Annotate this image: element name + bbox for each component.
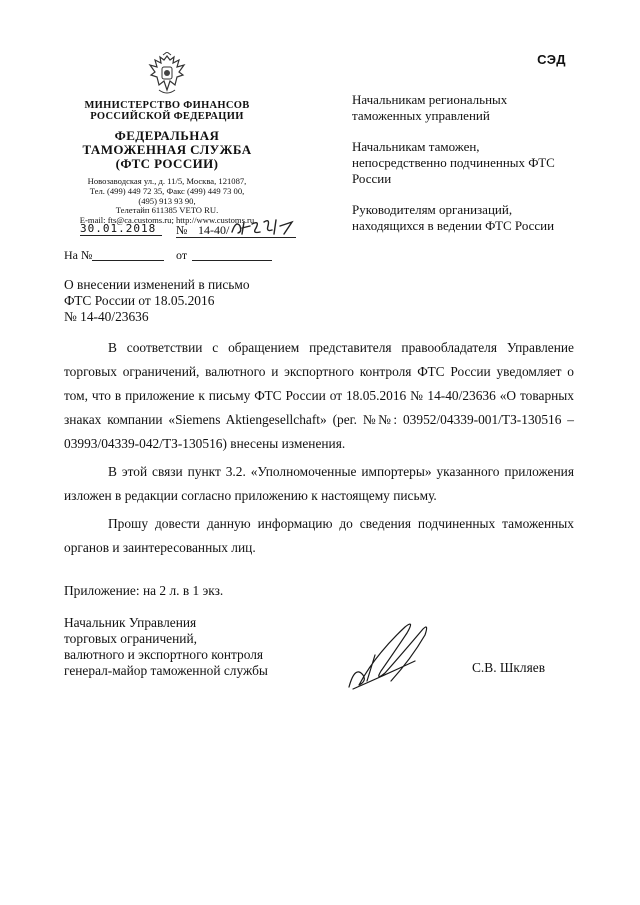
body-paragraph-2: В этой связи пункт 3.2. «Уполномоченные импортеры» указанного приложения изложен в редакции согласно приложению к настоящему письму. — [64, 464, 574, 503]
letter-body — [64, 336, 574, 560]
address: Новозаводская ул., д. 11/5, Москва, 121087, — [87, 176, 247, 186]
ministry-line-1: МИНИСТЕРСТВО ФИНАНСОВ — [84, 100, 250, 111]
sed-mark: СЭД — [537, 52, 566, 67]
phones: Тел. (499) 449 72 35, Факс (499) 449 73 00, — [89, 185, 245, 196]
reply-to-label: На № — [64, 248, 93, 262]
letterhead — [64, 100, 270, 226]
subject-line-1: О внесении изменений в письмо — [64, 277, 250, 292]
signatory-line-3: валютного и экспортного контроля — [64, 647, 264, 662]
handwritten-signature-icon — [345, 615, 445, 693]
addressee-3: Руководителям организаций, находящихся в ведении ФТС России — [352, 202, 555, 233]
from-label: от — [176, 248, 188, 262]
registration-number-label: № — [176, 223, 188, 237]
signatory-name: С.В. Шкляев — [472, 660, 546, 675]
attachment-note: Приложение: на 2 л. в 1 экз. — [64, 583, 224, 598]
service-line-3: (ФТС РОССИИ) — [115, 156, 219, 171]
reply-to-line — [92, 260, 164, 261]
addressee-2: Начальникам таможен, непосредственно подчиненных ФТС России — [352, 139, 555, 186]
subject-line-2: ФТС России от 18.05.2016 — [64, 293, 215, 308]
registration-number-handwritten — [230, 216, 304, 238]
registration-number-printed: 14-40/ — [198, 223, 230, 237]
phones-2: (495) 913 93 90, — [138, 195, 196, 206]
signatory-line-1: Начальник Управления — [64, 615, 197, 630]
subject — [64, 277, 294, 325]
signatory-line-4: генерал-майор таможенной службы — [64, 663, 268, 678]
subject-line-3: № 14-40/23636 — [64, 309, 149, 324]
coat-of-arms-icon — [146, 52, 188, 96]
addressees — [352, 92, 572, 249]
ministry-line-2: РОССИЙСКОЙ ФЕДЕРАЦИИ — [90, 111, 244, 122]
from-line — [192, 260, 272, 261]
registration-underline — [176, 237, 296, 238]
addressee-1: Начальникам региональных таможенных управлений — [352, 92, 508, 123]
signatory-line-2: торговых ограничений, — [64, 631, 197, 646]
service-line-1: ФЕДЕРАЛЬНАЯ — [114, 128, 220, 143]
service-line-2: ТАМОЖЕННАЯ СЛУЖБА — [82, 142, 252, 157]
body-paragraph-3: Прошу довести данную информацию до сведения подчиненных таможенных органов и заинтересованных лиц. — [64, 516, 574, 555]
body-paragraph-1: В соответствии с обращением представителя правообладателя Управление торговых ограничений, валютного и экспортного контроля ФТС России уведомляет о том, что в приложение к письму ФТС России от 18.05.2016 № 14-40/23636 «О товарных знаках компании «Siemens Aktiengesellchaft» (рег. №№: 03952/04339-001/ТЗ-130516 – 03993/04339-042/ТЗ-130516) внесены изменения. — [64, 340, 574, 451]
registration-date: 30.01.2018 — [80, 222, 162, 236]
teletype: Телетайп 611385 VETO RU. — [115, 205, 219, 216]
email-web: E-mail: fts@ca.customs.ru; http://www.customs.ru — [79, 215, 255, 226]
signatory-title — [64, 615, 268, 679]
